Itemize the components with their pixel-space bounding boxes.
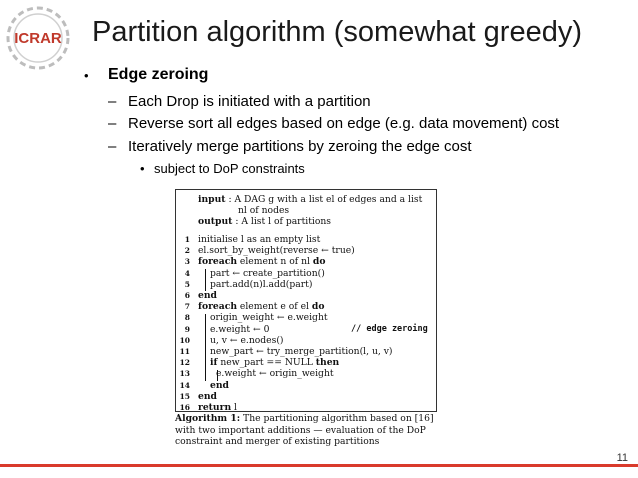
line-number: 8	[184, 313, 190, 323]
output-text: : A list l of partitions	[235, 216, 331, 227]
output-label: output	[198, 216, 233, 227]
line-number: 9	[184, 324, 190, 334]
line-code: u, v ← e.nodes()	[210, 334, 284, 346]
line-code: if new_part == NULL then	[210, 357, 340, 369]
line-code: foreach element n of nl do	[198, 256, 326, 268]
line-number: 13	[179, 369, 190, 379]
line-number: 3	[184, 257, 190, 267]
line-code: end	[210, 379, 229, 391]
line-code: end	[198, 390, 217, 402]
block-bar	[217, 370, 218, 381]
sub-bullet-text: Reverse sort all edges based on edge (e.g. data movement) cost	[128, 115, 560, 132]
dash-marker: –	[108, 115, 117, 132]
line-code: part.add(n)l.add(part)	[210, 278, 313, 290]
line-code: e.weight ← origin_weight	[216, 368, 334, 380]
line-code: end	[198, 290, 217, 301]
line-code: origin_weight ← e.weight	[210, 312, 328, 324]
input-text: : A DAG g with a list el of edges and a list	[228, 194, 423, 205]
line-code: initialise l as an empty list	[198, 234, 321, 245]
bullet-marker: •	[84, 68, 89, 83]
block-bar	[205, 314, 206, 381]
dash-marker: –	[108, 138, 117, 155]
sub-bullet-text: Each Drop is initiated with a partition	[128, 93, 371, 110]
line-number: 2	[184, 246, 190, 256]
line-code: part ← create_partition()	[210, 267, 325, 279]
line-number: 7	[184, 302, 190, 312]
line-number: 6	[184, 291, 190, 300]
line-code: return l	[198, 402, 237, 413]
bullet-text: Edge zeroing	[108, 66, 209, 83]
line-number: 11	[179, 347, 190, 356]
sub-sub-bullet-text: subject to DoP constraints	[154, 161, 305, 176]
line-number: 16	[179, 403, 190, 412]
dash-marker: –	[108, 93, 117, 110]
input-text-cont: nl of nodes	[238, 205, 290, 216]
icrar-logo	[0, 0, 82, 82]
caption-label: Algorithm 1:	[175, 413, 241, 424]
code-comment: // edge zeroing	[351, 323, 428, 334]
line-code: new_part ← try_merge_partition(l, u, v)	[210, 346, 393, 357]
algorithm-box	[175, 189, 437, 412]
sub-bullet-text: Iteratively merge partitions by zeroing the edge cost	[128, 138, 472, 155]
line-code: foreach element e of el do	[198, 301, 325, 313]
line-number: 15	[179, 391, 190, 401]
line-code: e.weight ← 0	[210, 323, 270, 335]
footer-accent-line	[0, 464, 638, 467]
page-number: 11	[616, 452, 628, 464]
block-bar	[205, 269, 206, 291]
line-number: 14	[179, 380, 190, 390]
line-number: 1	[184, 235, 190, 244]
input-label: input	[198, 194, 226, 205]
line-number: 5	[184, 279, 190, 289]
algo-output	[198, 216, 331, 227]
line-code: el.sort_by_weight(reverse ← true)	[198, 245, 355, 257]
caption-text: The partitioning algorithm based on [16] with two important additions — evaluation of the DoP constraint and merger of existing partitions	[175, 413, 434, 447]
line-number: 4	[184, 268, 190, 278]
svg-text:ICRAR: ICRAR	[14, 30, 62, 47]
line-number: 10	[179, 335, 190, 345]
line-number: 12	[179, 358, 190, 368]
algorithm-figure	[175, 189, 437, 455]
slide-title: Partition algorithm (somewhat greedy)	[92, 16, 582, 48]
algo-input	[198, 194, 422, 205]
algorithm-caption	[175, 413, 437, 448]
bullet-marker: •	[140, 161, 145, 176]
